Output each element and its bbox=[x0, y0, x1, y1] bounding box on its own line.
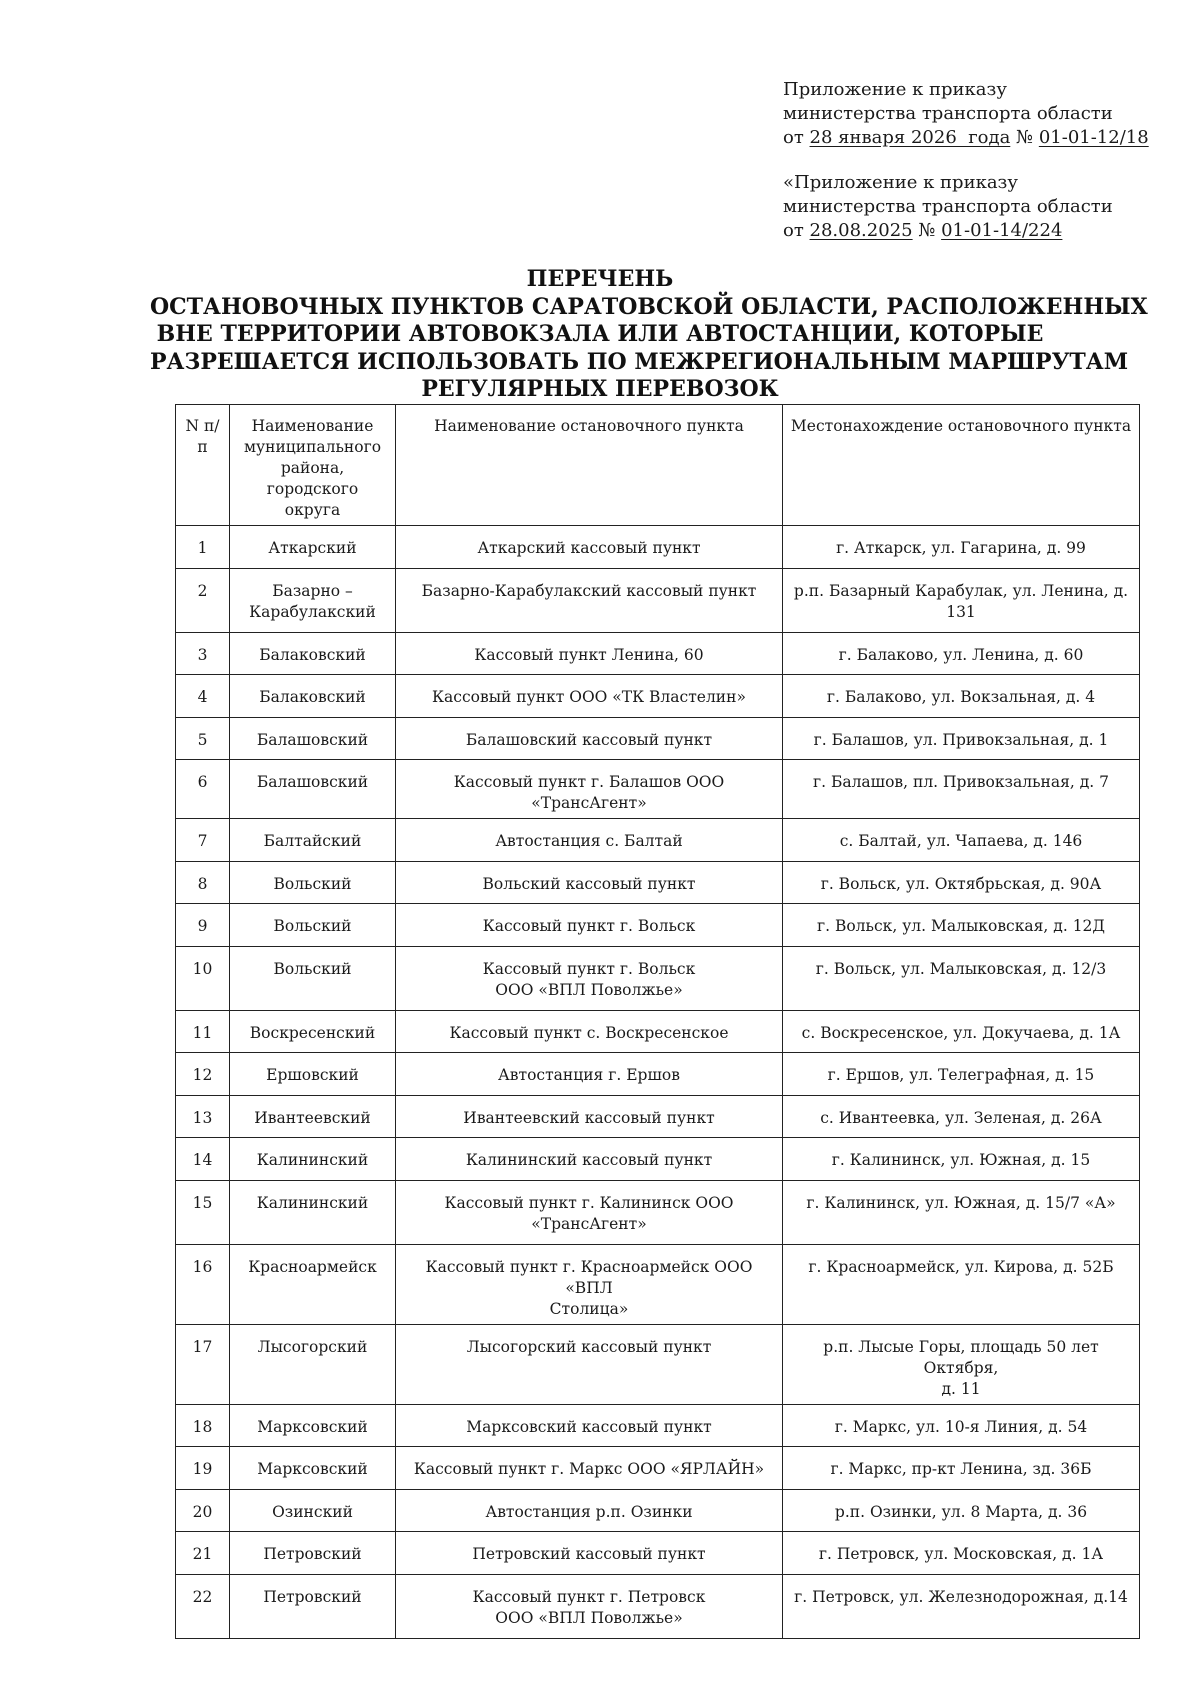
stop-location: г. Балаково, ул. Ленина, д. 60 bbox=[783, 632, 1140, 675]
date-prefix: от bbox=[783, 220, 804, 241]
row-number: 19 bbox=[176, 1447, 230, 1490]
stop-location: г. Балашов, пл. Привокзальная, д. 7 bbox=[783, 760, 1140, 819]
appendix-line: Приложение к приказу bbox=[783, 79, 1007, 100]
district-name: Вольский bbox=[230, 946, 396, 1010]
table-row bbox=[176, 1095, 1140, 1138]
title-line: ПЕРЕЧЕНЬ bbox=[526, 266, 674, 292]
date-prefix: от bbox=[783, 127, 804, 148]
number-prefix: № bbox=[918, 220, 936, 241]
stop-location: с. Ивантеевка, ул. Зеленая, д. 26А bbox=[783, 1095, 1140, 1138]
table-row bbox=[176, 760, 1140, 819]
row-number: 6 bbox=[176, 760, 230, 819]
stop-location: г. Петровск, ул. Железнодорожная, д.14 bbox=[783, 1574, 1140, 1638]
table-row bbox=[176, 1324, 1140, 1404]
appendix-header-current bbox=[783, 78, 1149, 150]
bus-stops-table bbox=[175, 404, 1140, 1639]
stop-name: Кассовый пункт г. Вольск ООО «ВПЛ Поволжье» bbox=[396, 946, 783, 1010]
district-name: Марксовский bbox=[230, 1447, 396, 1490]
district-name: Петровский bbox=[230, 1574, 396, 1638]
document-title bbox=[150, 266, 1148, 404]
table-body bbox=[176, 526, 1140, 1639]
stop-location: г. Ершов, ул. Телеграфная, д. 15 bbox=[783, 1053, 1140, 1096]
title-line: РАЗРЕШАЕТСЯ ИСПОЛЬЗОВАТЬ ПО МЕЖРЕГИОНАЛЬНЫМ МАРШРУТАМ bbox=[150, 348, 1129, 375]
stop-name: Кассовый пункт г. Калининск ООО «ТрансАгент» bbox=[396, 1180, 783, 1244]
row-number: 8 bbox=[176, 861, 230, 904]
stop-location: г. Вольск, ул. Малыковская, д. 12Д bbox=[783, 904, 1140, 947]
stop-name: Автостанция р.п. Озинки bbox=[396, 1489, 783, 1532]
district-name: Базарно – Карабулакский bbox=[230, 568, 396, 632]
appendix-line: министерства транспорта области bbox=[783, 196, 1113, 217]
district-name: Аткарский bbox=[230, 526, 396, 569]
stop-name: Марксовский кассовый пункт bbox=[396, 1404, 783, 1447]
appendix-line: министерства транспорта области bbox=[783, 103, 1113, 124]
title-line: РЕГУЛЯРНЫХ ПЕРЕВОЗОК bbox=[421, 376, 779, 402]
stop-name: Лысогорский кассовый пункт bbox=[396, 1324, 783, 1404]
row-number: 21 bbox=[176, 1532, 230, 1575]
stop-name: Балашовский кассовый пункт bbox=[396, 717, 783, 760]
stop-name: Ивантеевский кассовый пункт bbox=[396, 1095, 783, 1138]
district-name: Балаковский bbox=[230, 632, 396, 675]
stop-location: г. Калининск, ул. Южная, д. 15 bbox=[783, 1138, 1140, 1181]
table-row bbox=[176, 1532, 1140, 1575]
district-name: Вольский bbox=[230, 861, 396, 904]
district-name: Балтайский bbox=[230, 819, 396, 862]
row-number: 16 bbox=[176, 1244, 230, 1324]
appendix-order-line bbox=[783, 219, 1113, 243]
row-number: 18 bbox=[176, 1404, 230, 1447]
stop-location: г. Балашов, ул. Привокзальная, д. 1 bbox=[783, 717, 1140, 760]
stop-location: г. Маркс, ул. 10-я Линия, д. 54 bbox=[783, 1404, 1140, 1447]
stop-name: Кассовый пункт г. Маркс ООО «ЯРЛАЙН» bbox=[396, 1447, 783, 1490]
table-row bbox=[176, 1010, 1140, 1053]
table-row bbox=[176, 632, 1140, 675]
stop-name: Автостанция с. Балтай bbox=[396, 819, 783, 862]
district-name: Лысогорский bbox=[230, 1324, 396, 1404]
district-name: Петровский bbox=[230, 1532, 396, 1575]
district-name: Ивантеевский bbox=[230, 1095, 396, 1138]
table-row bbox=[176, 861, 1140, 904]
appendix-order-line bbox=[783, 126, 1149, 150]
header-number: N п/п bbox=[176, 405, 230, 526]
stop-location: г. Калининск, ул. Южная, д. 15/7 «А» bbox=[783, 1180, 1140, 1244]
stop-name: Кассовый пункт ООО «ТК Властелин» bbox=[396, 675, 783, 718]
stop-name: Кассовый пункт г. Красноармейск ООО «ВПЛ Столица» bbox=[396, 1244, 783, 1324]
table-row bbox=[176, 1244, 1140, 1324]
row-number: 3 bbox=[176, 632, 230, 675]
stop-name: Кассовый пункт Ленина, 60 bbox=[396, 632, 783, 675]
table-row bbox=[176, 946, 1140, 1010]
district-name: Марксовский bbox=[230, 1404, 396, 1447]
number-prefix: № bbox=[1016, 127, 1034, 148]
table-row bbox=[176, 1447, 1140, 1490]
table-row bbox=[176, 819, 1140, 862]
stop-name: Кассовый пункт г. Вольск bbox=[396, 904, 783, 947]
row-number: 2 bbox=[176, 568, 230, 632]
row-number: 22 bbox=[176, 1574, 230, 1638]
district-name: Озинский bbox=[230, 1489, 396, 1532]
stop-name: Аткарский кассовый пункт bbox=[396, 526, 783, 569]
stop-location: г. Вольск, ул. Малыковская, д. 12/3 bbox=[783, 946, 1140, 1010]
stop-location: р.п. Базарный Карабулак, ул. Ленина, д. 131 bbox=[783, 568, 1140, 632]
header-district: Наименование муниципального района, городского округа bbox=[230, 405, 396, 526]
row-number: 14 bbox=[176, 1138, 230, 1181]
table-row bbox=[176, 1574, 1140, 1638]
stop-location: с. Балтай, ул. Чапаева, д. 146 bbox=[783, 819, 1140, 862]
stop-name: Кассовый пункт с. Воскресенское bbox=[396, 1010, 783, 1053]
stop-name: Кассовый пункт г. Петровск ООО «ВПЛ Поволжье» bbox=[396, 1574, 783, 1638]
row-number: 1 bbox=[176, 526, 230, 569]
row-number: 17 bbox=[176, 1324, 230, 1404]
stop-name: Калининский кассовый пункт bbox=[396, 1138, 783, 1181]
row-number: 5 bbox=[176, 717, 230, 760]
row-number: 13 bbox=[176, 1095, 230, 1138]
table-row bbox=[176, 675, 1140, 718]
district-name: Калининский bbox=[230, 1138, 396, 1181]
row-number: 7 bbox=[176, 819, 230, 862]
stop-location: г. Красноармейск, ул. Кирова, д. 52Б bbox=[783, 1244, 1140, 1324]
table-row bbox=[176, 1180, 1140, 1244]
district-name: Балашовский bbox=[230, 717, 396, 760]
district-name: Ершовский bbox=[230, 1053, 396, 1096]
stop-name: Автостанция г. Ершов bbox=[396, 1053, 783, 1096]
table-row bbox=[176, 1053, 1140, 1096]
row-number: 20 bbox=[176, 1489, 230, 1532]
table-row bbox=[176, 904, 1140, 947]
stop-location: р.п. Озинки, ул. 8 Марта, д. 36 bbox=[783, 1489, 1140, 1532]
stop-location: г. Балаково, ул. Вокзальная, д. 4 bbox=[783, 675, 1140, 718]
appendix-header-previous bbox=[783, 171, 1113, 243]
title-line: ОСТАНОВОЧНЫХ ПУНКТОВ САРАТОВСКОЙ ОБЛАСТИ, РАСПОЛОЖЕННЫХ bbox=[150, 293, 1148, 320]
row-number: 9 bbox=[176, 904, 230, 947]
table-row bbox=[176, 568, 1140, 632]
district-name: Калининский bbox=[230, 1180, 396, 1244]
order-number: 01-01-12/18 bbox=[1038, 127, 1149, 148]
stop-location: г. Петровск, ул. Московская, д. 1А bbox=[783, 1532, 1140, 1575]
district-name: Балаковский bbox=[230, 675, 396, 718]
table-header-row bbox=[176, 405, 1140, 526]
row-number: 10 bbox=[176, 946, 230, 1010]
table-row bbox=[176, 526, 1140, 569]
stop-name: Базарно-Карабулакский кассовый пункт bbox=[396, 568, 783, 632]
order-number: 01-01-14/224 bbox=[941, 220, 1063, 241]
stop-location: г. Вольск, ул. Октябрьская, д. 90А bbox=[783, 861, 1140, 904]
table-row bbox=[176, 1489, 1140, 1532]
row-number: 4 bbox=[176, 675, 230, 718]
district-name: Балашовский bbox=[230, 760, 396, 819]
stop-location: с. Воскресенское, ул. Докучаева, д. 1А bbox=[783, 1010, 1140, 1053]
table-row bbox=[176, 717, 1140, 760]
district-name: Воскресенский bbox=[230, 1010, 396, 1053]
row-number: 11 bbox=[176, 1010, 230, 1053]
title-line: ВНЕ ТЕРРИТОРИИ АВТОВОКЗАЛА ИЛИ АВТОСТАНЦИИ, КОТОРЫЕ bbox=[156, 321, 1044, 347]
stop-location: р.п. Лысые Горы, площадь 50 лет Октября, д. 11 bbox=[783, 1324, 1140, 1404]
stop-name: Кассовый пункт г. Балашов ООО «ТрансАгент» bbox=[396, 760, 783, 819]
stop-name: Петровский кассовый пункт bbox=[396, 1532, 783, 1575]
district-name: Вольский bbox=[230, 904, 396, 947]
row-number: 12 bbox=[176, 1053, 230, 1096]
table-row bbox=[176, 1404, 1140, 1447]
stop-name: Вольский кассовый пункт bbox=[396, 861, 783, 904]
table-row bbox=[176, 1138, 1140, 1181]
district-name: Красноармейск bbox=[230, 1244, 396, 1324]
stop-location: г. Аткарск, ул. Гагарина, д. 99 bbox=[783, 526, 1140, 569]
stop-location: г. Маркс, пр-кт Ленина, зд. 36Б bbox=[783, 1447, 1140, 1490]
order-date: 28 января 2026 года bbox=[809, 127, 1011, 148]
header-stop-name: Наименование остановочного пункта bbox=[396, 405, 783, 526]
order-date: 28.08.2025 bbox=[809, 220, 913, 241]
row-number: 15 bbox=[176, 1180, 230, 1244]
header-stop-location: Местонахождение остановочного пункта bbox=[783, 405, 1140, 526]
appendix-line: «Приложение к приказу bbox=[783, 172, 1018, 193]
